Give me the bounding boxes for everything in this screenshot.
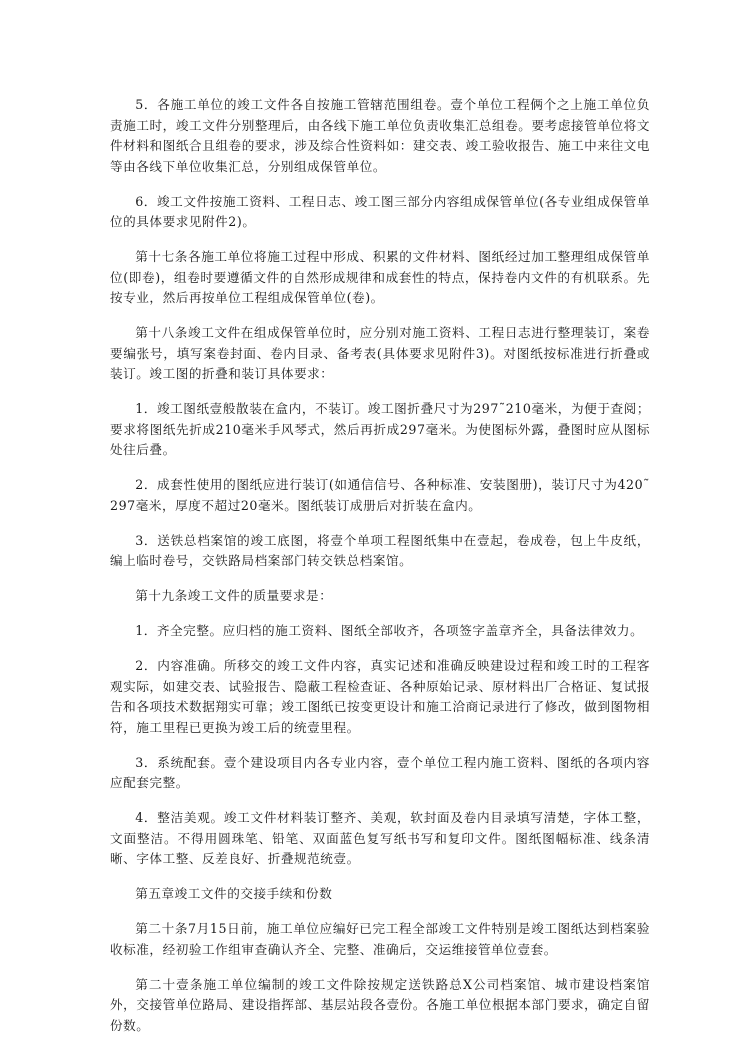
paragraph-quality-4: 4．整洁美观。竣工文件材料装订整齐、美观，软封面及卷内目录填写清楚，字体工整，文面整洁。不得用圆珠笔、铅笔、双面蓝色复写纸书写和复印文件。图纸图幅标准、线条清晰、字体工整、反差良好、折叠规范统壹。 — [110, 810, 650, 866]
paragraph-article-5: 5．各施工单位的竣工文件各自按施工管辖范围组卷。壹个单位工程俩个之上施工单位负责施工时，竣工文件分别整理后，由各线下施工单位负责收集汇总组卷。要考虑接管单位将文件材料和图纸合且组卷的要求，涉及综合性资料如：建交表、竣工验收报告、施工中来往文电等由各线下单位收集汇总，分别组成保管单位。 — [110, 97, 650, 174]
paragraph-section-20: 第二十条7月15日前，施工单位应编好已完工程全部竣工文件特别是竣工图纸达到档案验收标准，经初验工作组审查确认齐全、完整、准确后，交运维接管单位壹套。 — [110, 921, 650, 957]
paragraph-quality-2: 2．内容准确。所移交的竣工文件内容，真实记述和准确反映建设过程和竣工时的工程客观实际，如建交表、试验报告、隐蔽工程检查证、各种原始记录、原材料出厂合格证、复试报告和各项技术数据翔实可靠；竣工图纸已按变更设计和施工洽商记录进行了修改，做到图物相符，施工里程已更换为竣工后的统壹里程。 — [110, 658, 650, 735]
paragraph-folding-2: 2．成套性使用的图纸应进行装订(如通信信号、各种标准、安装图册)，装订尺寸为420˜297毫米，厚度不超过20毫米。图纸装订成册后对折装在盒内。 — [110, 477, 650, 513]
paragraph-section-21: 第二十壹条施工单位编制的竣工文件除按规定送铁路总X公司档案馆、城市建设档案馆外，交接管单位路局、建设指挥部、基层站段各壹份。各施工单位根据本部门要求，确定自留份数。 — [110, 976, 650, 1033]
paragraph-quality-1: 1．齐全完整。应归档的施工资料、图纸全部收齐，各项签字盖章齐全，具备法律效力。 — [135, 623, 644, 638]
chapter-5-heading: 第五章竣工文件的交接手续和份数 — [135, 886, 333, 901]
paragraph-section-18: 第十八条竣工文件在组成保管单位时，应分别对施工资料、工程日志进行整理装订，案卷要编张号，填写案卷封面、卷内目录、备考表(具体要求见附件3)。对图纸按标准进行折叠或装订。竣工图的折叠和装订具体要求： — [110, 325, 650, 381]
document-body — [110, 95, 650, 1051]
paragraph-section-19: 第十九条竣工文件的质量要求是： — [135, 588, 333, 603]
paragraph-section-17: 第十七条各施工单位将施工过程中形成、积累的文件材料、图纸经过加工整理组成保管单位(即卷)，组卷时要遵循文件的自然形成规律和成套性的特点，保持卷内文件的有机联系。先按专业，然后再按单位工程组成保管单位(卷)。 — [110, 249, 650, 305]
paragraph-folding-3: 3．送铁总档案馆的竣工底图，将壹个单项工程图纸集中在壹起，卷成卷，包上牛皮纸，编上临时卷号，交铁路局档案部门转交铁总档案馆。 — [110, 532, 650, 568]
paragraph-quality-3: 3．系统配套。壹个建设项目内各专业内容，壹个单位工程内施工资料、图纸的各项内容应配套完整。 — [110, 754, 650, 790]
paragraph-article-6: 6．竣工文件按施工资料、工程日志、竣工图三部分内容组成保管单位(各专业组成保管单位的具体要求见附件2)。 — [110, 193, 650, 229]
paragraph-folding-1: 1．竣工图纸壹般散装在盒内，不装订。竣工图折叠尺寸为297˜210毫米，为便于查阅；要求将图纸先折成210毫米手风琴式，然后再折成297毫米。为使图标外露，叠图时应从图标处往后叠。 — [110, 401, 650, 457]
